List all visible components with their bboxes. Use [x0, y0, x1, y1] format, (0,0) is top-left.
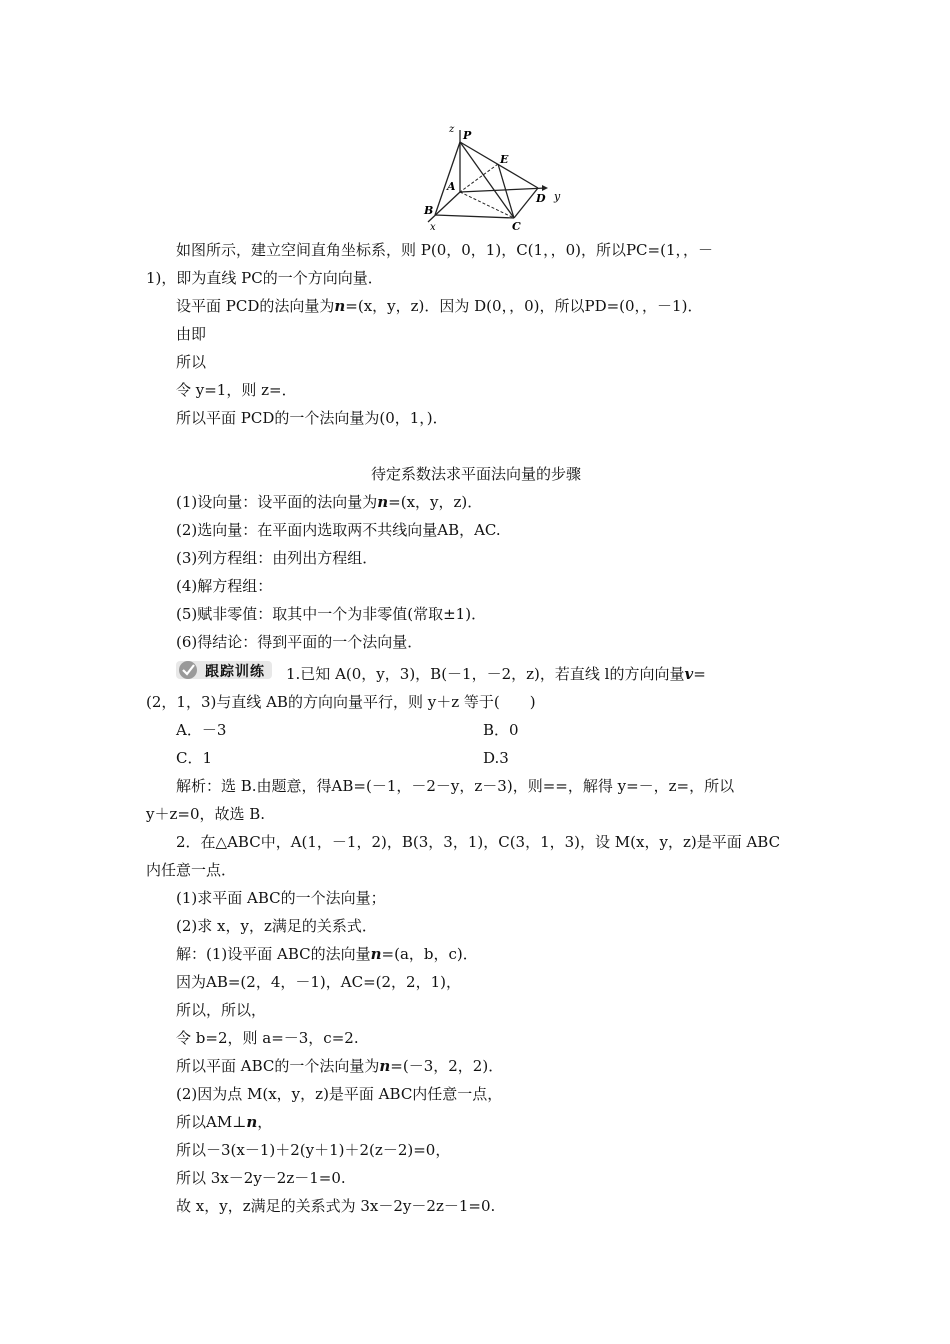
vector-n: n [379, 1057, 391, 1075]
badge-label: 跟踪训练 [205, 664, 265, 680]
text-line [176, 296, 806, 316]
question-line: 内任意一点． [146, 861, 237, 879]
option-b: B．0 [483, 721, 519, 739]
pyramid-figure [418, 122, 568, 232]
solution-line: 因为AB=(2，4，－1)，AC=(2，2，1)， [176, 973, 461, 991]
label-P: P [463, 129, 472, 142]
text-line: 1)，即为直线 PC的一个方向向量． [146, 269, 383, 287]
question-line: (2，1，3)与直线 AB的方向向量平行，则 y＋z 等于( ) [146, 693, 536, 711]
edge-CD [514, 188, 538, 218]
solution-line [176, 944, 806, 964]
option-d: D.3 [483, 749, 509, 767]
text-run: =(x，y，z)． [388, 493, 483, 511]
question-line: (2)求 x，y，z满足的关系式． [176, 917, 377, 935]
vector-n: n [370, 945, 382, 963]
text-run: 解：(1)设平面 ABC的法向量 [176, 945, 371, 963]
step-item: (4)解方程组： [176, 577, 273, 595]
step-item [176, 492, 806, 512]
text-run: 设平面 PCD的法向量为 [176, 297, 335, 315]
text-line: 所以平面 PCD的一个法向量为(0，1，)． [176, 409, 448, 427]
step-item: (6)得结论：得到平面的一个法向量． [176, 633, 423, 651]
solution-line: (2)因为点 M(x，y，z)是平面 ABC内任意一点， [176, 1085, 503, 1103]
edge-AC [460, 192, 514, 218]
question-line: (1)求平面 ABC的一个法向量； [176, 889, 386, 907]
solution-line: 故 x，y，z满足的关系式为 3x－2y－2z－1=0. [176, 1197, 496, 1215]
text-run: 1.已知 A(0，y，3)，B(－1，－2，z)，若直线 l的方向向量 [286, 665, 685, 683]
y-arrow-icon [542, 185, 548, 191]
text-line: 令 y=1，则 z=． [176, 381, 297, 399]
section-title: 待定系数法求平面法向量的步骤 [370, 465, 581, 483]
text-run: = [693, 665, 706, 683]
label-D: D [536, 192, 546, 205]
text-run: 所以AM⊥ [176, 1113, 247, 1131]
label-E: E [500, 153, 509, 166]
step-item: (5)赋非零值：取其中一个为非零值(常取±1)． [176, 605, 487, 623]
edge-PD [460, 142, 538, 188]
text-run: =(x，y，z)．因为 D(0，，0)，所以PD=(0，，－1)． [345, 297, 703, 315]
text-run: =(－3，2，2)． [390, 1057, 504, 1075]
vector-n: n [334, 297, 346, 315]
step-item: (2)选向量：在平面内选取两不共线向量AB，AC. [176, 521, 501, 539]
edge-BC [435, 215, 514, 218]
label-x: x [430, 222, 436, 232]
text-run: 所以平面 ABC的一个法向量为 [176, 1057, 380, 1075]
label-B: B [424, 204, 434, 217]
label-y: y [554, 190, 561, 203]
solution-line: 所以，所以， [176, 1001, 267, 1019]
option-a: A．－3 [176, 721, 227, 739]
step-item: (3)列方程组：由列出方程组． [176, 549, 378, 567]
solution-line: 所以 3x－2y－2z－1=0. [176, 1169, 346, 1187]
solution-line [176, 1112, 806, 1132]
answer-line: y＋z=0，故选 B. [146, 805, 266, 823]
text-line: 如图所示，建立空间直角坐标系，则 P(0，0，1)，C(1，，0)，所以PC=(1，，－ [176, 241, 713, 259]
solution-line: 令 b=2，则 a=－3，c=2. [176, 1029, 359, 1047]
label-C: C [512, 220, 521, 232]
solution-line: 所以－3(x－1)＋2(y＋1)＋2(z－2)=0， [176, 1141, 451, 1159]
answer-line: 解析：选 B.由题意，得AB=(－1，－2－y，z－3)，则==，解得 y=－，z=，所以 [176, 777, 735, 795]
label-A: A [447, 180, 456, 193]
solution-line [176, 1056, 806, 1076]
text-line: 由即 [176, 325, 207, 343]
question-line [286, 664, 806, 684]
option-c: C．1 [176, 749, 213, 767]
text-run: ， [257, 1113, 273, 1131]
vector-n: n [377, 493, 389, 511]
question-line: 2．在△ABC中，A(1，－1，2)，B(3，3，1)，C(3，1，3)，设 M(x，y，z)是平面 ABC [176, 833, 781, 851]
text-run: (1)设向量：设平面的法向量为 [176, 493, 378, 511]
text-run: =(a，b，c)． [381, 945, 478, 963]
label-z: z [449, 124, 455, 135]
y-axis [460, 188, 546, 192]
vector-v: v [684, 665, 694, 683]
text-line: 所以 [176, 353, 207, 371]
vector-n: n [246, 1113, 258, 1131]
checkmark-icon [179, 661, 197, 679]
